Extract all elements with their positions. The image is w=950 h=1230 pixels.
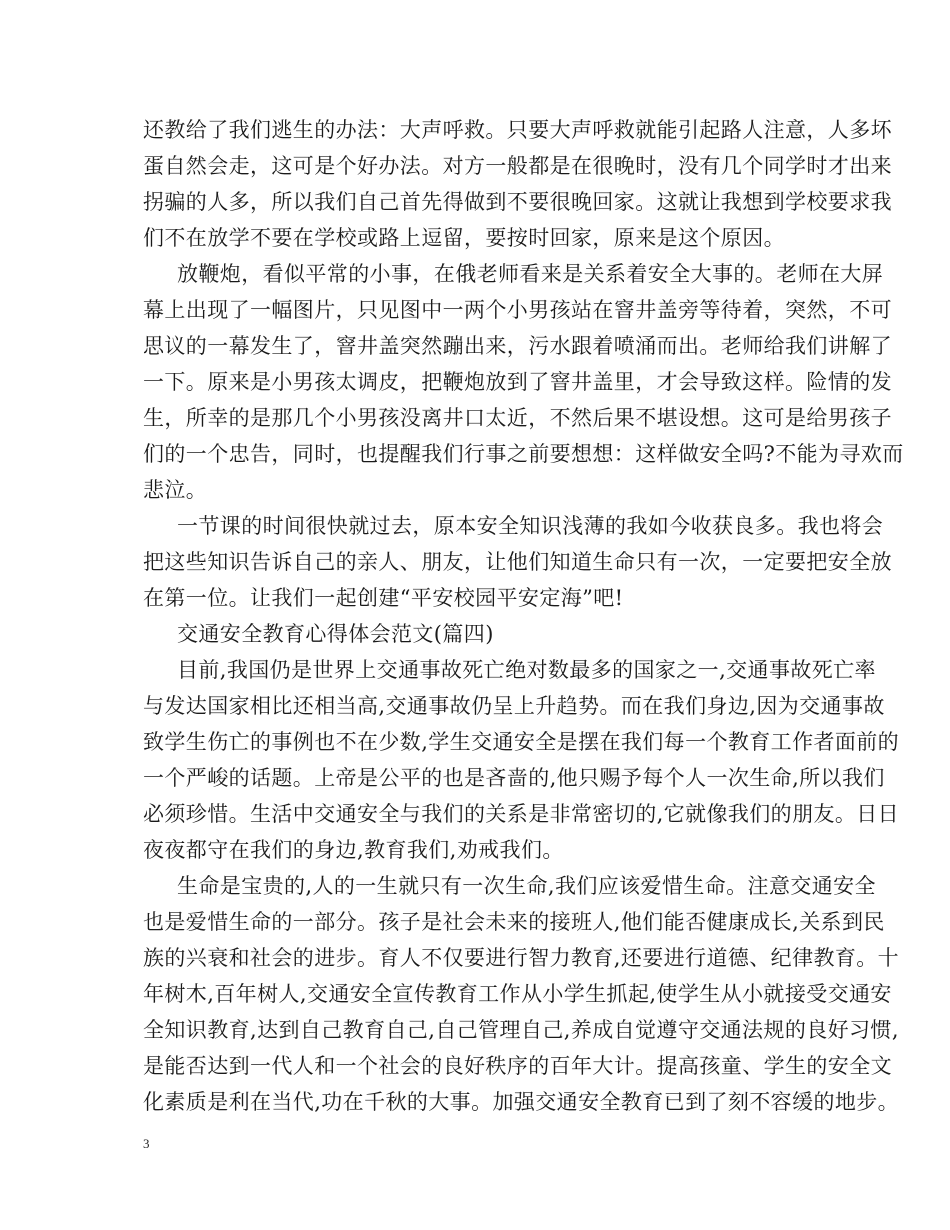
heading-text: 交通安全教育心得体会范文(篇四)	[177, 622, 494, 646]
text-line: 一个严峻的话题。上帝是公平的也是吝啬的,他只赐予每个人一次生命,所以我们	[143, 766, 885, 790]
paragraph	[143, 652, 900, 868]
text-line: 全知识教育,达到自己教育自己,自己管理自己,养成自觉遵守交通法规的良好习惯,	[143, 1018, 899, 1042]
paragraph	[143, 256, 904, 508]
text-line: 们不在放学不要在学校或路上逗留，要按时回家，原来是这个原因。	[143, 226, 785, 250]
page-number: 3	[143, 1136, 150, 1151]
text-line: 族的兴衰和社会的进步。育人不仅要进行智力教育,还要进行道德、纪律教育。十	[143, 946, 900, 970]
paragraph	[143, 508, 892, 616]
paragraph	[143, 868, 900, 1120]
text-line: 放鞭炮，看似平常的小事，在俄老师看来是关系着安全大事的。老师在大屏	[177, 262, 884, 286]
text-line: 拐骗的人多，所以我们自己首先得做到不要很晚回家。这就让我想到学校要求我	[143, 190, 892, 214]
text-line: 生命是宝贵的,人的一生就只有一次生命,我们应该爱惜生命。注意交通安全	[177, 874, 876, 898]
text-line: 必须珍惜。生活中交通安全与我们的关系是非常密切的,它就像我们的朋友。日日	[143, 802, 900, 826]
text-line: 与发达国家相比还相当高,交通事故仍呈上升趋势。而在我们身边,因为交通事故	[143, 694, 885, 718]
text-line: 一下。原来是小男孩太调皮，把鞭炮放到了窨井盖里，才会导致这样。险情的发	[143, 370, 892, 394]
text-line: 思议的一幕发生了，窨井盖突然蹦出来，污水跟着喷涌而出。老师给我们讲解了	[143, 334, 892, 358]
text-line: 夜夜都守在我们的身边,教育我们,劝戒我们。	[143, 838, 564, 862]
text-line: 们的一个忠告，同时，也提醒我们行事之前要想想：这样做安全吗?不能为寻欢而	[143, 442, 904, 466]
text-line: 生，所幸的是那几个小男孩没离井口太近，不然后果不堪设想。这可是给男孩子	[143, 406, 892, 430]
text-line: 悲泣。	[143, 478, 208, 502]
text-line: 年树木,百年树人,交通安全宣传教育工作从小学生抓起,使学生从小就接受交通安	[143, 982, 892, 1006]
text-line: 是能否达到一代人和一个社会的良好秩序的百年大计。提高孩童、学生的安全文	[143, 1054, 892, 1078]
text-line: 把这些知识告诉自己的亲人、朋友，让他们知道生命只有一次，一定要把安全放	[143, 550, 892, 574]
text-line: 化素质是利在当代,功在千秋的大事。加强交通安全教育已到了刻不容缓的地步。	[143, 1090, 900, 1114]
text-line: 在第一位。让我们一起创建“平安校园平安定海”吧!	[143, 586, 624, 610]
text-line: 目前,我国仍是世界上交通事故死亡绝对数最多的国家之一,交通事故死亡率	[177, 658, 876, 682]
paragraph	[143, 112, 892, 256]
text-line: 幕上出现了一幅图片，只见图中一两个小男孩站在窨井盖旁等待着，突然，不可	[143, 298, 892, 322]
text-line: 蛋自然会走，这可是个好办法。对方一般都是在很晚时，没有几个同学时才出来	[143, 154, 892, 178]
page-body	[143, 112, 904, 1120]
text-line: 也是爱惜生命的一部分。孩子是社会未来的接班人,他们能否健康成长,关系到民	[143, 910, 885, 934]
text-line: 还教给了我们逃生的办法：大声呼救。只要大声呼救就能引起路人注意，人多坏	[143, 118, 892, 142]
section-heading	[143, 616, 815, 652]
text-line: 致学生伤亡的事例也不在少数,学生交通安全是摆在我们每一个教育工作者面前的	[143, 730, 900, 754]
text-line: 一节课的时间很快就过去，原本安全知识浅薄的我如今收获良多。我也将会	[177, 514, 884, 538]
